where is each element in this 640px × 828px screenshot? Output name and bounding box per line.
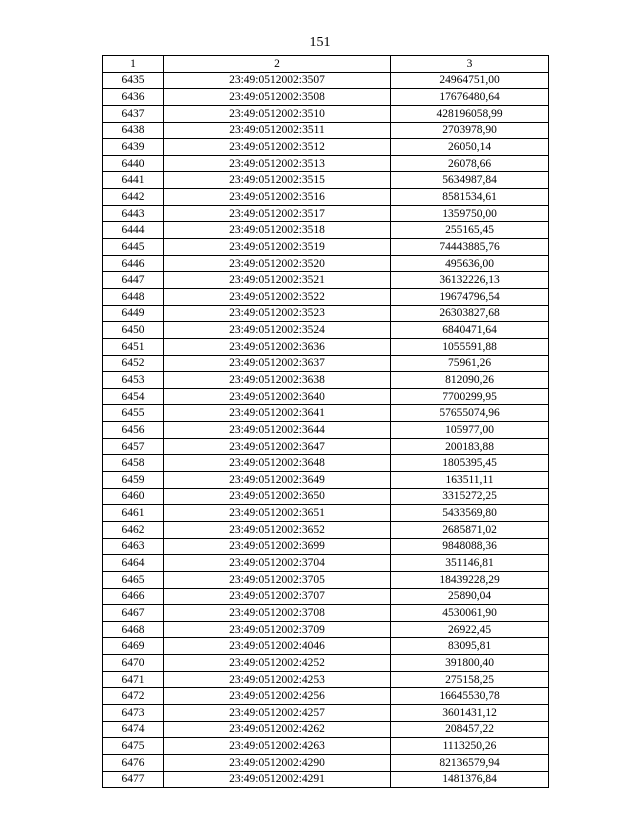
value-cell: 2703978,90	[391, 122, 549, 139]
row-number-cell: 6464	[103, 555, 164, 572]
value-cell: 83095,81	[391, 638, 549, 655]
cadastral-number-cell: 23:49:0512002:4256	[164, 688, 391, 705]
row-number-cell: 6459	[103, 472, 164, 489]
table-row	[103, 288, 549, 305]
cadastral-number-cell: 23:49:0512002:3517	[164, 205, 391, 222]
cadastral-number-cell: 23:49:0512002:3512	[164, 139, 391, 156]
table-row	[103, 422, 549, 439]
row-number-cell: 6462	[103, 521, 164, 538]
cadastral-number-cell: 23:49:0512002:4252	[164, 655, 391, 672]
value-cell: 26050,14	[391, 139, 549, 156]
table-row	[103, 139, 549, 156]
cadastral-number-cell: 23:49:0512002:3520	[164, 255, 391, 272]
cadastral-number-cell: 23:49:0512002:3519	[164, 239, 391, 256]
row-number-cell: 6457	[103, 438, 164, 455]
row-number-cell: 6471	[103, 671, 164, 688]
table-row	[103, 272, 549, 289]
cadastral-number-cell: 23:49:0512002:3649	[164, 472, 391, 489]
row-number-cell: 6437	[103, 105, 164, 122]
cadastral-number-cell: 23:49:0512002:3707	[164, 588, 391, 605]
row-number-cell: 6448	[103, 288, 164, 305]
cadastral-number-cell: 23:49:0512002:3524	[164, 322, 391, 339]
value-cell: 5433569,80	[391, 505, 549, 522]
cadastral-number-cell: 23:49:0512002:4253	[164, 671, 391, 688]
cadastral-number-cell: 23:49:0512002:3521	[164, 272, 391, 289]
value-cell: 495636,00	[391, 255, 549, 272]
table-row	[103, 239, 549, 256]
cadastral-number-cell: 23:49:0512002:3644	[164, 422, 391, 439]
row-number-cell: 6447	[103, 272, 164, 289]
row-number-cell: 6446	[103, 255, 164, 272]
value-cell: 275158,25	[391, 671, 549, 688]
row-number-cell: 6452	[103, 355, 164, 372]
row-number-cell: 6476	[103, 754, 164, 771]
row-number-cell: 6445	[103, 239, 164, 256]
value-cell: 8581534,61	[391, 189, 549, 206]
row-number-cell: 6453	[103, 372, 164, 389]
value-cell: 9848088,36	[391, 538, 549, 555]
row-number-cell: 6456	[103, 422, 164, 439]
cadastral-number-cell: 23:49:0512002:4257	[164, 704, 391, 721]
cadastral-number-cell: 23:49:0512002:3510	[164, 105, 391, 122]
table-row	[103, 571, 549, 588]
cadastral-number-cell: 23:49:0512002:4263	[164, 738, 391, 755]
table-row	[103, 671, 549, 688]
row-number-cell: 6440	[103, 155, 164, 172]
cadastral-number-cell: 23:49:0512002:4046	[164, 638, 391, 655]
row-number-cell: 6449	[103, 305, 164, 322]
row-number-cell: 6463	[103, 538, 164, 555]
value-cell: 1805395,45	[391, 455, 549, 472]
table-row	[103, 338, 549, 355]
row-number-cell: 6473	[103, 704, 164, 721]
table-row	[103, 89, 549, 106]
value-cell: 26078,66	[391, 155, 549, 172]
value-cell: 163511,11	[391, 472, 549, 489]
cadastral-number-cell: 23:49:0512002:3515	[164, 172, 391, 189]
value-cell: 7700299,95	[391, 388, 549, 405]
table-row	[103, 355, 549, 372]
registry-table	[102, 55, 549, 788]
value-cell: 74443885,76	[391, 239, 549, 256]
value-cell: 26922,45	[391, 621, 549, 638]
table-row	[103, 655, 549, 672]
value-cell: 1481376,84	[391, 771, 549, 788]
value-cell: 6840471,64	[391, 322, 549, 339]
table-row	[103, 738, 549, 755]
table-row	[103, 754, 549, 771]
cadastral-number-cell: 23:49:0512002:3647	[164, 438, 391, 455]
row-number-cell: 6451	[103, 338, 164, 355]
page-number: 151	[309, 35, 331, 50]
table-header	[103, 56, 549, 73]
row-number-cell: 6477	[103, 771, 164, 788]
row-number-cell: 6474	[103, 721, 164, 738]
table-row	[103, 372, 549, 389]
value-cell: 2685871,02	[391, 521, 549, 538]
row-number-cell: 6461	[103, 505, 164, 522]
table-row	[103, 189, 549, 206]
cadastral-number-cell: 23:49:0512002:3636	[164, 338, 391, 355]
cadastral-number-cell: 23:49:0512002:3507	[164, 72, 391, 89]
row-number-cell: 6455	[103, 405, 164, 422]
table-row	[103, 405, 549, 422]
value-cell: 1359750,00	[391, 205, 549, 222]
value-cell: 105977,00	[391, 422, 549, 439]
value-cell: 17676480,64	[391, 89, 549, 106]
cadastral-number-cell: 23:49:0512002:3708	[164, 605, 391, 622]
value-cell: 255165,45	[391, 222, 549, 239]
row-number-cell: 6470	[103, 655, 164, 672]
cadastral-number-cell: 23:49:0512002:3640	[164, 388, 391, 405]
value-cell: 812090,26	[391, 372, 549, 389]
cadastral-number-cell: 23:49:0512002:3518	[164, 222, 391, 239]
value-cell: 3601431,12	[391, 704, 549, 721]
value-cell: 26303827,68	[391, 305, 549, 322]
table-row	[103, 155, 549, 172]
row-number-cell: 6441	[103, 172, 164, 189]
value-cell: 4530061,90	[391, 605, 549, 622]
cadastral-number-cell: 23:49:0512002:3522	[164, 288, 391, 305]
cadastral-number-cell: 23:49:0512002:3709	[164, 621, 391, 638]
row-number-cell: 6460	[103, 488, 164, 505]
table-row	[103, 555, 549, 572]
table-row	[103, 72, 549, 89]
value-cell: 391800,40	[391, 655, 549, 672]
row-number-cell: 6468	[103, 621, 164, 638]
value-cell: 3315272,25	[391, 488, 549, 505]
row-number-cell: 6442	[103, 189, 164, 206]
cadastral-number-cell: 23:49:0512002:3652	[164, 521, 391, 538]
value-cell: 36132226,13	[391, 272, 549, 289]
row-number-cell: 6450	[103, 322, 164, 339]
cadastral-number-cell: 23:49:0512002:3523	[164, 305, 391, 322]
row-number-cell: 6472	[103, 688, 164, 705]
table-row	[103, 172, 549, 189]
table-row	[103, 771, 549, 788]
row-number-cell: 6444	[103, 222, 164, 239]
row-number-cell: 6438	[103, 122, 164, 139]
value-cell: 24964751,00	[391, 72, 549, 89]
header-cell-col-1: 1	[103, 56, 164, 73]
row-number-cell: 6436	[103, 89, 164, 106]
cadastral-number-cell: 23:49:0512002:3651	[164, 505, 391, 522]
value-cell: 16645530,78	[391, 688, 549, 705]
table-row	[103, 322, 549, 339]
cadastral-number-cell: 23:49:0512002:3508	[164, 89, 391, 106]
cadastral-number-cell: 23:49:0512002:4290	[164, 754, 391, 771]
cadastral-number-cell: 23:49:0512002:3516	[164, 189, 391, 206]
cadastral-number-cell: 23:49:0512002:3650	[164, 488, 391, 505]
header-row	[103, 56, 549, 73]
cadastral-number-cell: 23:49:0512002:3648	[164, 455, 391, 472]
header-cell-col-2: 2	[164, 56, 391, 73]
table-row	[103, 472, 549, 489]
cadastral-number-cell: 23:49:0512002:4291	[164, 771, 391, 788]
row-number-cell: 6458	[103, 455, 164, 472]
value-cell: 1055591,88	[391, 338, 549, 355]
table-row	[103, 588, 549, 605]
cadastral-number-cell: 23:49:0512002:3638	[164, 372, 391, 389]
value-cell: 18439228,29	[391, 571, 549, 588]
table-row	[103, 605, 549, 622]
cadastral-number-cell: 23:49:0512002:4262	[164, 721, 391, 738]
cadastral-number-cell: 23:49:0512002:3704	[164, 555, 391, 572]
cadastral-number-cell: 23:49:0512002:3513	[164, 155, 391, 172]
row-number-cell: 6435	[103, 72, 164, 89]
table-row	[103, 688, 549, 705]
value-cell: 1113250,26	[391, 738, 549, 755]
header-cell-col-3: 3	[391, 56, 549, 73]
row-number-cell: 6466	[103, 588, 164, 605]
table-row	[103, 438, 549, 455]
table-row	[103, 488, 549, 505]
value-cell: 75961,26	[391, 355, 549, 372]
value-cell: 5634987,84	[391, 172, 549, 189]
value-cell: 428196058,99	[391, 105, 549, 122]
table-row	[103, 455, 549, 472]
table-row	[103, 505, 549, 522]
table-row	[103, 638, 549, 655]
value-cell: 82136579,94	[391, 754, 549, 771]
value-cell: 19674796,54	[391, 288, 549, 305]
value-cell: 57655074,96	[391, 405, 549, 422]
table-row	[103, 538, 549, 555]
cadastral-number-cell: 23:49:0512002:3637	[164, 355, 391, 372]
cadastral-number-cell: 23:49:0512002:3699	[164, 538, 391, 555]
table-row	[103, 621, 549, 638]
value-cell: 351146,81	[391, 555, 549, 572]
table-row	[103, 704, 549, 721]
row-number-cell: 6454	[103, 388, 164, 405]
row-number-cell: 6439	[103, 139, 164, 156]
table-row	[103, 222, 549, 239]
table-row	[103, 721, 549, 738]
row-number-cell: 6475	[103, 738, 164, 755]
cadastral-number-cell: 23:49:0512002:3705	[164, 571, 391, 588]
table-row	[103, 205, 549, 222]
table-row	[103, 255, 549, 272]
row-number-cell: 6465	[103, 571, 164, 588]
table-row	[103, 388, 549, 405]
table-row	[103, 105, 549, 122]
row-number-cell: 6469	[103, 638, 164, 655]
table-row	[103, 122, 549, 139]
cadastral-number-cell: 23:49:0512002:3511	[164, 122, 391, 139]
value-cell: 200183,88	[391, 438, 549, 455]
value-cell: 25890,04	[391, 588, 549, 605]
cadastral-number-cell: 23:49:0512002:3641	[164, 405, 391, 422]
row-number-cell: 6467	[103, 605, 164, 622]
table-row	[103, 305, 549, 322]
table-row	[103, 521, 549, 538]
value-cell: 208457,22	[391, 721, 549, 738]
table-body	[103, 72, 549, 788]
row-number-cell: 6443	[103, 205, 164, 222]
